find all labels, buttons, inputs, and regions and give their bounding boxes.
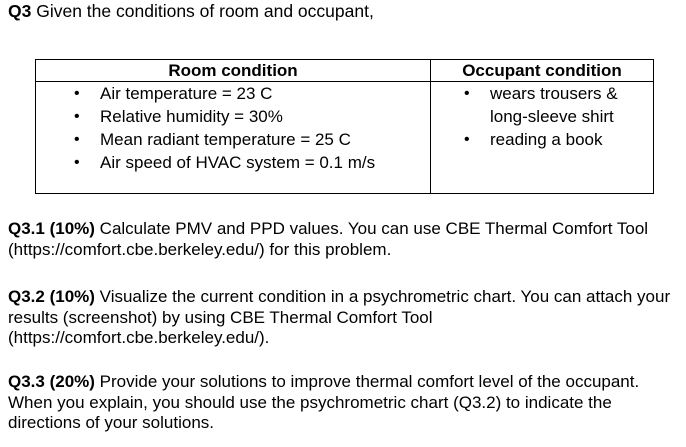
room-item-air-speed: Air speed of HVAC system = 0.1 m/s bbox=[100, 153, 376, 172]
subquestion-label: Q3.2 (10%) bbox=[8, 287, 95, 306]
occupant-item-activity: reading a book bbox=[490, 130, 603, 149]
subquestion-text: Provide your solutions to improve thermal comfort level of the occupant. When you explain, you should use the psychrometric chart (Q3.2) to indicate the directions of your solutions. bbox=[8, 372, 640, 432]
occupant-condition-header: Occupant condition bbox=[431, 60, 654, 82]
occupant-condition-cell bbox=[431, 82, 654, 194]
question-label: Q3 bbox=[8, 1, 32, 21]
occupant-item-clothing-continued: long-sleeve shirt bbox=[490, 107, 614, 126]
question-heading bbox=[8, 1, 374, 21]
room-item-air-temperature: Air temperature = 23 C bbox=[100, 84, 273, 103]
room-condition-cell bbox=[36, 82, 431, 194]
subquestion-text: Visualize the current condition in a psychrometric chart. You can attach your results (screenshot) by using CBE Thermal Comfort Tool (https://comfort.cbe.berkeley.edu/). bbox=[8, 287, 671, 347]
list-item bbox=[36, 151, 430, 174]
conditions-table bbox=[35, 59, 654, 194]
list-item bbox=[36, 105, 430, 128]
subquestion-label: Q3.1 (10%) bbox=[8, 219, 95, 238]
room-condition-list bbox=[36, 82, 430, 174]
list-item bbox=[431, 128, 653, 151]
room-item-relative-humidity: Relative humidity = 30% bbox=[100, 107, 283, 126]
occupant-item-clothing: wears trousers & bbox=[490, 84, 618, 103]
list-item bbox=[36, 82, 430, 105]
room-item-mean-radiant-temperature: Mean radiant temperature = 25 C bbox=[100, 130, 351, 149]
question-text: Given the conditions of room and occupant, bbox=[36, 1, 374, 21]
subquestion-label: Q3.3 (20%) bbox=[8, 372, 95, 391]
table-body-row bbox=[36, 82, 654, 194]
list-item bbox=[431, 105, 653, 128]
subquestion-text: Calculate PMV and PPD values. You can use CBE Thermal Comfort Tool (https://comfort.cbe.berkeley.edu/) for this problem. bbox=[8, 219, 649, 259]
subquestion-q3-2 bbox=[8, 287, 684, 349]
list-item bbox=[36, 128, 430, 151]
bullet-icon: • bbox=[74, 85, 80, 102]
subquestion-q3-3 bbox=[8, 372, 684, 434]
list-item bbox=[431, 82, 653, 105]
table-header-row bbox=[36, 60, 654, 82]
occupant-condition-list bbox=[431, 82, 653, 151]
bullet-icon: • bbox=[74, 131, 80, 148]
bullet-icon: • bbox=[464, 131, 470, 148]
bullet-icon: • bbox=[464, 85, 470, 102]
bullet-icon: • bbox=[74, 154, 80, 171]
subquestion-q3-1 bbox=[8, 219, 684, 260]
bullet-icon: • bbox=[74, 108, 80, 125]
room-condition-header: Room condition bbox=[36, 60, 431, 82]
